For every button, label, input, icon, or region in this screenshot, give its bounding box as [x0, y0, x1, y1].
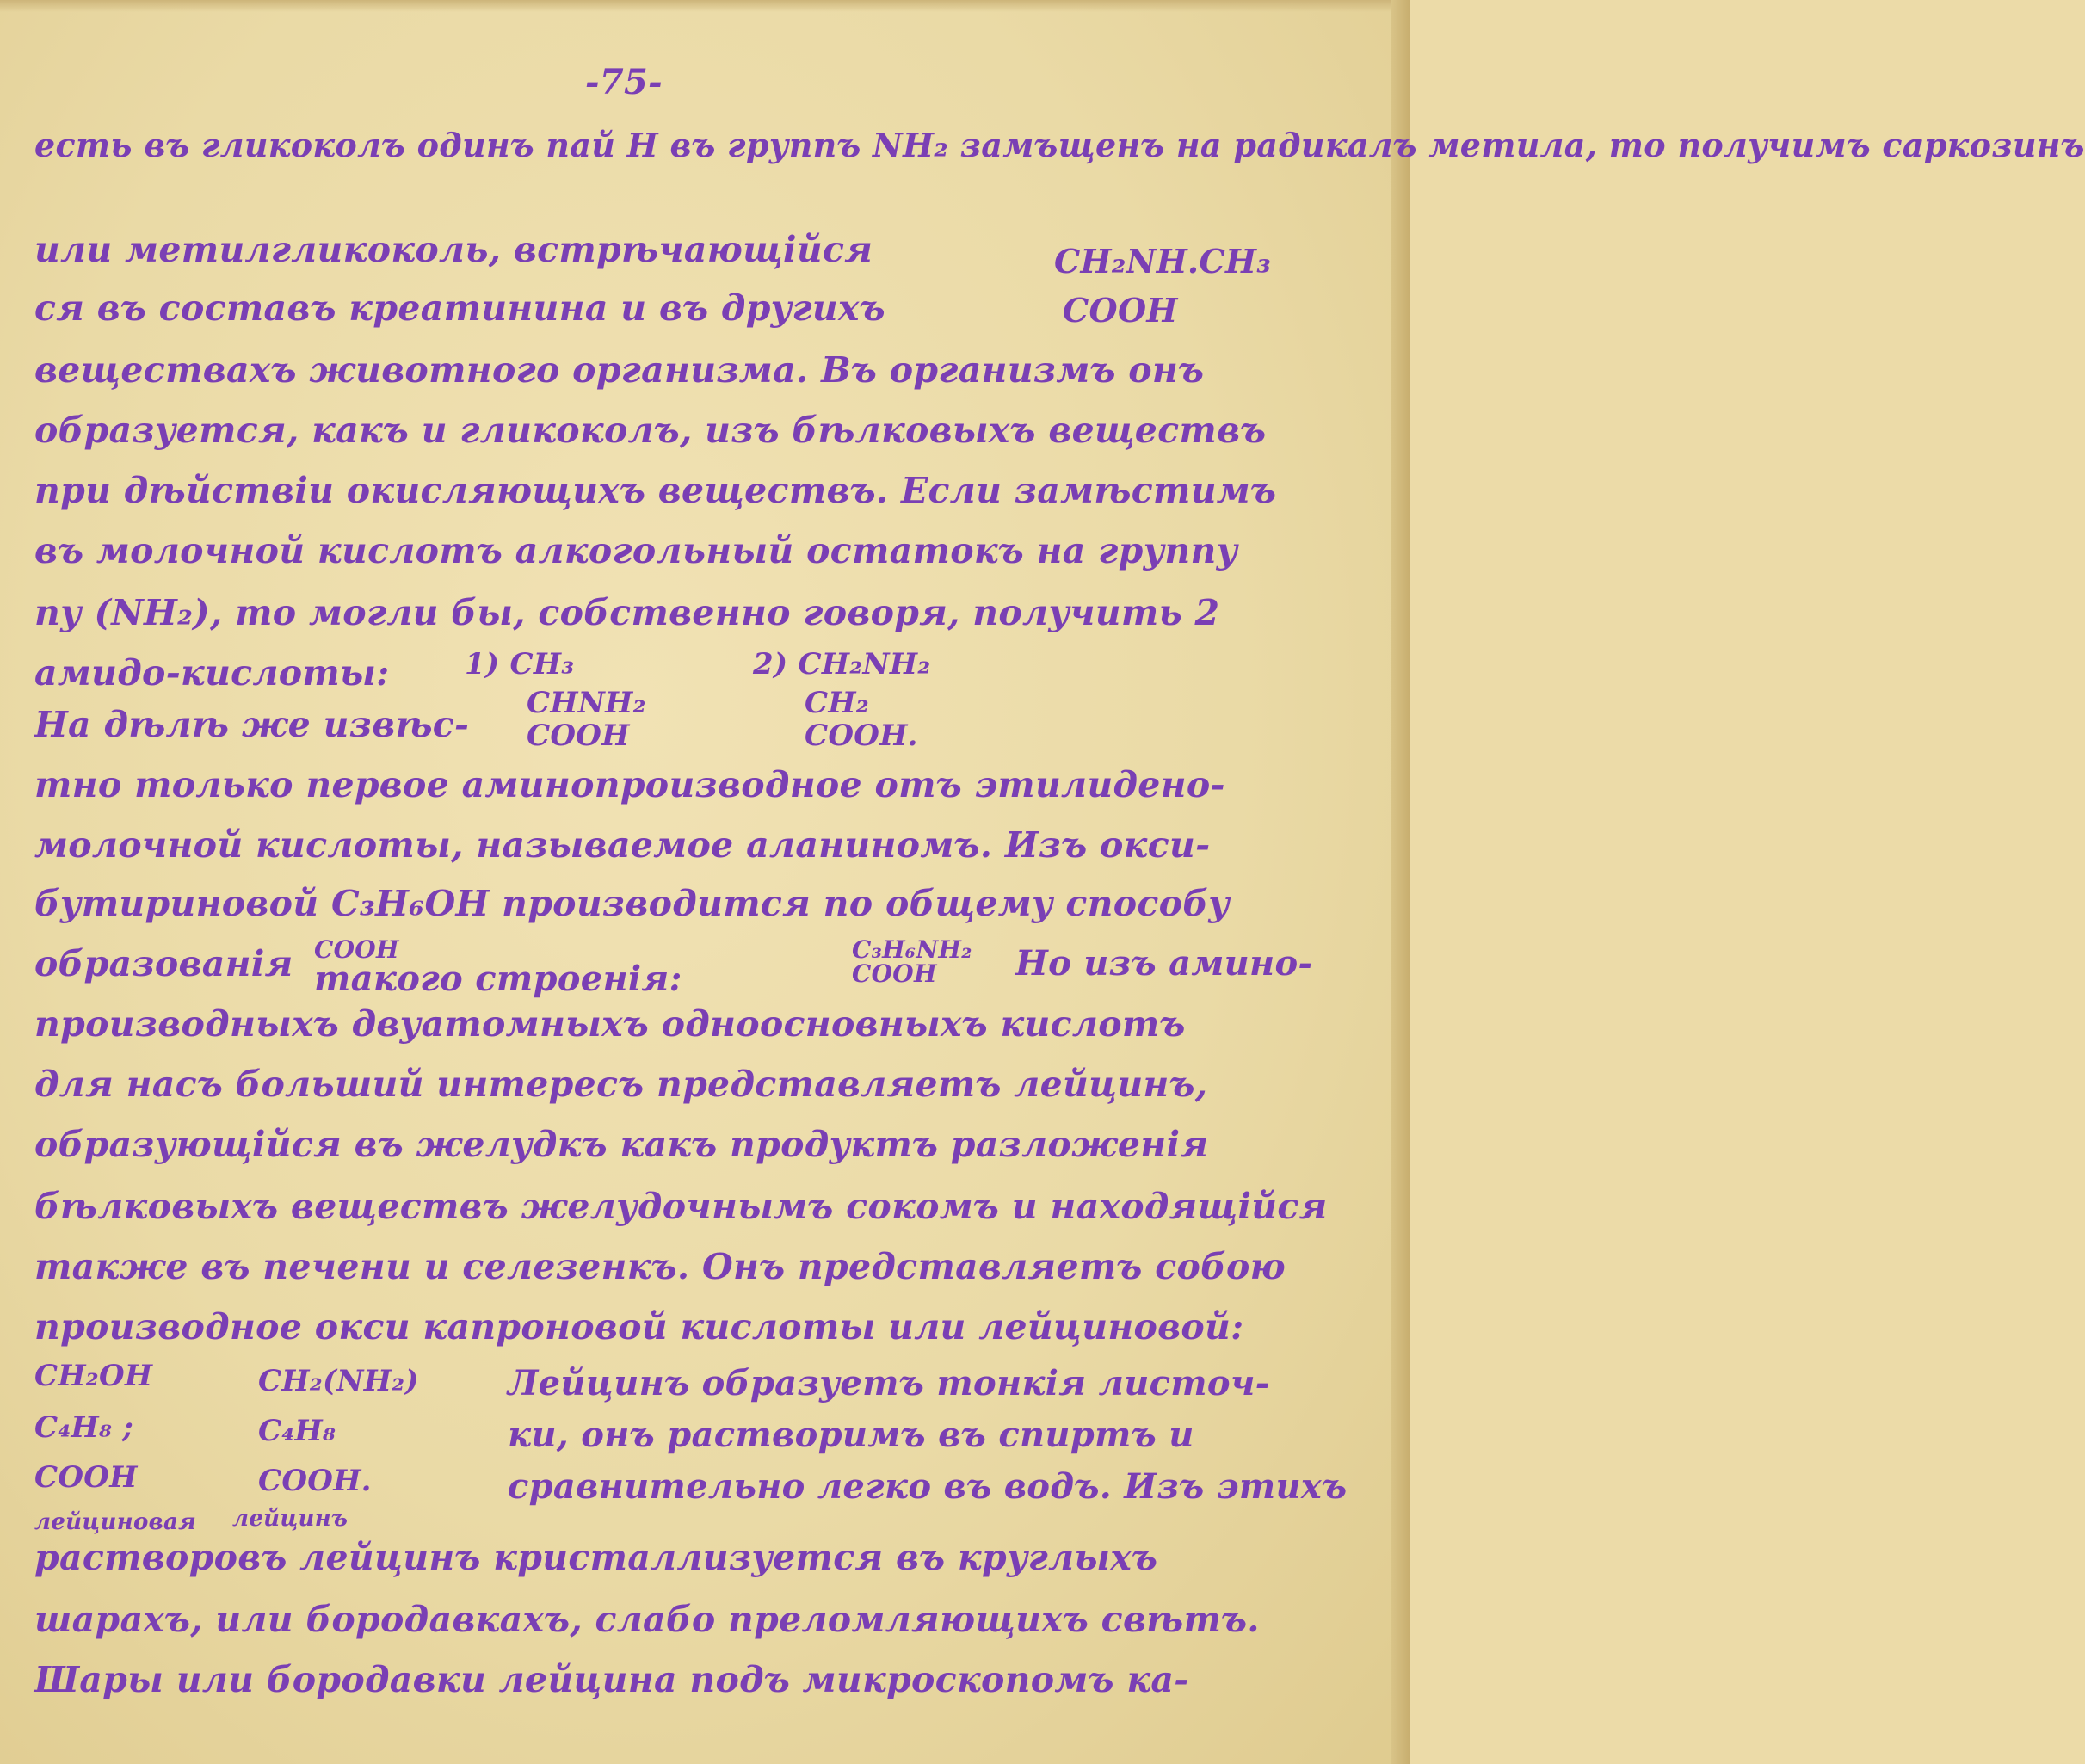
text-line-16: для насъ больший интересъ представляетъ лейцинъ,	[34, 1064, 1208, 1105]
margin-note-1: лейциновая	[34, 1509, 197, 1535]
formula-amino1-line3: COOH	[527, 719, 630, 753]
text-line-7: въ молочной кислотъ алкогольный остатокъ на группу	[34, 530, 1238, 571]
formula-amino2-line1: 2) CH₂NH₂	[753, 647, 931, 682]
text-line-24: растворовъ лейцинъ кристаллизуется въ круглыхъ	[34, 1537, 1158, 1578]
text-line-21: Лейцинъ образуетъ тонкія листоч-	[508, 1363, 1270, 1403]
text-line-3: ся въ составъ креатинина и въ другихъ	[34, 287, 885, 329]
text-line-9: амидо-кислоты:	[34, 652, 390, 694]
text-line-1: есть въ гликоколъ одинъ пай Н въ группъ NН₂ замъщенъ на радикалъ метила, то получимъ саркозинъ	[34, 126, 2085, 164]
page-top-edge	[0, 0, 1410, 12]
formula-amino2-line2: CH₂	[805, 686, 869, 720]
text-line-20: производное окси капроновой кислоты или лейциновой:	[34, 1306, 1244, 1348]
text-line-23: сравнительно легко въ водъ. Изъ этихъ	[508, 1466, 1348, 1507]
text-line-12: молочной кислоты, называемое аланиномъ. Изъ окси-	[34, 824, 1211, 866]
formula-sarcosine-top: CH₂NH.CH₃	[1054, 242, 1272, 281]
text-line-11: тно только первое аминопроизводное отъ этилидено-	[34, 764, 1225, 805]
formula-left2-line2: C₄H₈	[258, 1414, 336, 1448]
text-line-17: образующійся въ желудкъ какъ продуктъ разложенія	[34, 1124, 1209, 1165]
formula-amino1-line2: CHNH₂	[527, 686, 646, 720]
text-line-8: пу (NH₂), то могли бы, собственно говоря, получить 2	[34, 592, 1220, 633]
formula-sarcosine-bottom: COOH	[1063, 291, 1178, 330]
text-line-5: образуется, какъ и гликоколъ, изъ бѣлковыхъ веществъ	[34, 410, 1267, 451]
formula-glued-side-bottom: COOH	[852, 959, 937, 988]
formula-amino2-line3: COOH.	[805, 719, 918, 753]
text-line-6: при дѣйствіи окисляющихъ веществъ. Если замѣстимъ	[34, 470, 1277, 511]
formula-glued-side-top: C₃H₆NH₂	[852, 935, 972, 964]
text-line-25: шарахъ, или бородавкахъ, слабо преломляющихъ свѣтъ.	[34, 1599, 1260, 1640]
page-number: -75-	[585, 62, 663, 102]
text-line-14-end: Но изъ амино-	[1015, 943, 1313, 984]
text-line-15: производныхъ двуатомныхъ одноосновныхъ кислотъ	[34, 1003, 1186, 1045]
text-line-4: веществахъ животного организма. Въ организмъ онъ	[34, 349, 1205, 391]
text-line-18: бѣлковыхъ веществъ желудочнымъ сокомъ и находящійся	[34, 1186, 1328, 1227]
formula-amino1-line1: 1) CH₃	[465, 647, 575, 682]
formula-left2-line3: COOH.	[258, 1464, 372, 1498]
formula-left1-line3: COOH	[34, 1460, 138, 1495]
text-line-14: образованія	[34, 943, 293, 984]
text-line-19: также въ печени и селезенкъ. Онъ представляетъ собою	[34, 1246, 1286, 1287]
page-right-edge	[1391, 0, 1410, 1764]
text-line-10: На дѣлѣ же извѣс-	[34, 704, 470, 745]
formula-glued-top: COOH	[314, 935, 399, 964]
formula-left1-line1: CH₂OH	[34, 1359, 153, 1393]
margin-note-2: лейцинъ	[232, 1506, 349, 1532]
text-line-2: или метилгликоколь, встрѣчающійся	[34, 229, 873, 270]
formula-left1-line2: C₄H₈ ;	[34, 1410, 134, 1445]
formula-left2-line1: CH₂(NH₂)	[258, 1364, 419, 1398]
text-line-26: Шары или бородавки лейцина подъ микроскопомъ ка-	[34, 1659, 1189, 1700]
text-line-22: ки, онъ растворимъ въ спиртъ и	[508, 1415, 1194, 1455]
text-line-13: бутириновой C₃H₆OH производится по общему способу	[34, 883, 1231, 924]
text-line-14-cont: такого строенія:	[314, 959, 682, 999]
